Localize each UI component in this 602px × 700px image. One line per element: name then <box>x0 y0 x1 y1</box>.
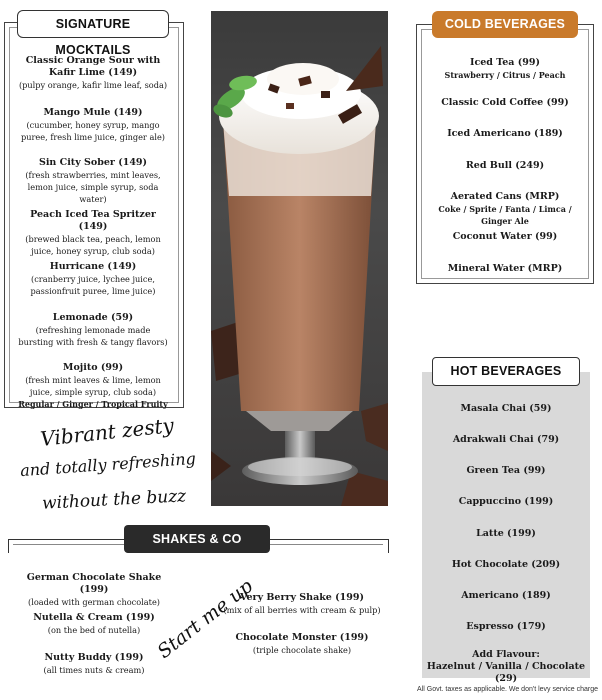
shake-item <box>222 632 382 656</box>
shakes-script: Start me up <box>153 575 258 663</box>
cold-item <box>422 128 588 140</box>
hot-item <box>422 649 590 685</box>
cold-name: Mineral Water (MRP) <box>447 263 563 274</box>
tagline-line1: Vibrant zesty <box>39 413 175 451</box>
cold-item <box>422 263 588 275</box>
cold-name: Red Bull (249) <box>465 160 545 171</box>
hot-name: Espresso (179) <box>466 621 546 632</box>
hot-item <box>422 528 590 540</box>
shake-item <box>16 652 172 676</box>
hot-item <box>422 465 590 477</box>
shake-desc: (triple chocolate shake) <box>252 645 352 655</box>
shakes-rule-right <box>388 539 389 553</box>
shake-desc: (all times nuts & cream) <box>43 665 145 675</box>
shakes-rule-left <box>8 539 9 553</box>
mocktail-name: Mango Mule (149) <box>43 107 143 118</box>
mocktails-title: SIGNATURE MOCKTAILS <box>17 10 169 38</box>
shake-name: German Chocolate Shake (199) <box>26 572 162 595</box>
tagline-line3: without the buzz <box>41 486 187 514</box>
hot-item <box>422 496 590 508</box>
hot-name: Cappuccino (199) <box>458 496 554 507</box>
tagline-line2: and totally refreshing <box>19 448 197 481</box>
mocktail-item <box>18 312 168 348</box>
mocktail-desc: (fresh mint leaves & lime, lemon juice, simple syrup, club soda) <box>25 375 161 397</box>
hot-name: Latte (199) <box>476 528 536 539</box>
cold-name: Classic Cold Coffee (99) <box>441 97 569 108</box>
hot-name: Add Flavour: <box>472 649 540 660</box>
shake-item <box>222 592 382 616</box>
mocktail-item <box>18 261 168 297</box>
shake-name: Very Berry Shake (199) <box>240 592 364 603</box>
cold-name: Iced Tea (99) <box>470 57 540 68</box>
milkshake-glass-illustration <box>211 11 388 506</box>
hot-title: HOT BEVERAGES <box>432 357 580 386</box>
mocktail-desc: (cranberry juice, lychee juice, passionfruit puree, lime juice) <box>30 274 156 296</box>
cold-item <box>422 97 588 109</box>
mocktail-name: Classic Orange Sour with Kafir Lime (149) <box>25 55 161 78</box>
cold-item <box>422 191 588 227</box>
mocktail-item <box>18 157 168 205</box>
mocktail-desc: (brewed black tea, peach, lemon juice, honey syrup, club soda) <box>25 234 161 256</box>
mocktail-desc: (fresh strawberries, mint leaves, lemon juice, simple syrup, soda water) <box>25 170 161 204</box>
hot-item <box>422 590 590 602</box>
hot-flavour-options: Hazelnut / Vanilla / Chocolate (29) <box>426 661 586 684</box>
cold-item <box>422 57 588 81</box>
shake-item <box>16 612 172 636</box>
cold-item <box>422 231 588 243</box>
mocktail-variants: Regular / Ginger / Tropical Fruity <box>18 399 168 409</box>
cold-name: Iced Americano (189) <box>447 128 563 139</box>
hot-item <box>422 621 590 633</box>
cold-name: Coconut Water (99) <box>452 231 558 242</box>
shakes-title: SHAKES & CO <box>124 525 270 553</box>
hot-name: Americano (189) <box>461 590 551 601</box>
cold-title: COLD BEVERAGES <box>432 11 578 38</box>
mocktail-name: Peach Iced Tea Spritzer (149) <box>30 209 156 232</box>
mocktail-desc: (pulpy orange, kafir lime leaf, soda) <box>18 80 168 90</box>
shake-item <box>16 572 172 608</box>
cold-name: Aerated Cans (MRP) <box>450 191 560 202</box>
hot-item <box>422 434 590 446</box>
shake-name: Nutella & Cream (199) <box>33 612 155 623</box>
hot-item <box>422 559 590 571</box>
hot-name: Adrakwali Chai (79) <box>452 434 560 445</box>
mocktail-name: Sin City Sober (149) <box>38 157 148 168</box>
mocktail-name: Lemonade (59) <box>52 312 134 323</box>
shake-name: Chocolate Monster (199) <box>235 632 369 643</box>
mocktail-item <box>18 107 168 143</box>
tax-footnote: All Govt. taxes as applicable. We don't levy service charge <box>417 686 598 693</box>
mocktail-item <box>18 362 168 410</box>
mocktail-item <box>18 55 168 91</box>
shake-desc: (on the bed of nutella) <box>47 625 141 635</box>
shake-desc: (mix of all berries with cream & pulp) <box>223 605 381 615</box>
mocktail-desc: (refreshing lemonade made bursting with fresh & tangy flavors) <box>18 325 168 347</box>
drink-photo <box>211 11 388 506</box>
hot-name: Green Tea (99) <box>466 465 546 476</box>
mocktail-desc: (cucumber, honey syrup, mango puree, fresh lime juice, ginger ale) <box>21 120 165 142</box>
shake-desc: (loaded with german chocolate) <box>28 597 160 607</box>
hot-name: Masala Chai (59) <box>460 403 552 414</box>
hot-item <box>422 403 590 415</box>
hot-name: Hot Chocolate (209) <box>451 559 561 570</box>
mocktail-name: Mojito (99) <box>62 362 124 373</box>
mocktail-item <box>18 209 168 257</box>
cold-item <box>422 160 588 172</box>
shake-name: Nutty Buddy (199) <box>44 652 144 663</box>
cold-variants: Strawberry / Citrus / Peach <box>444 70 566 80</box>
mocktail-name: Hurricane (149) <box>49 261 137 272</box>
cold-variants: Coke / Sprite / Fanta / Limca / Ginger Ale <box>438 204 572 226</box>
